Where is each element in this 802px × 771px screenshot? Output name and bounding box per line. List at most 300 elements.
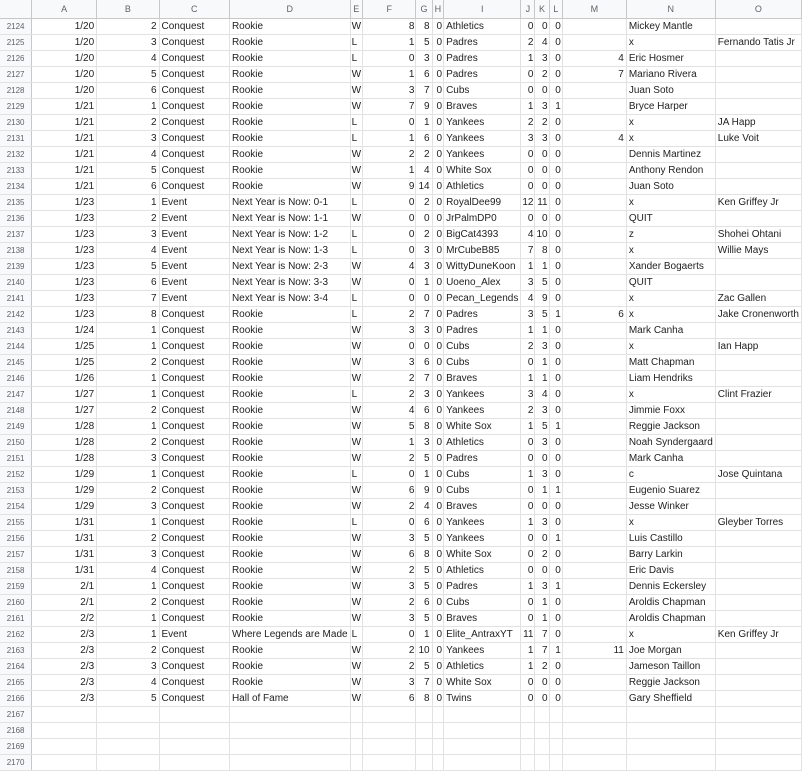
- cell-c[interactable]: Event: [159, 259, 229, 275]
- cell-m[interactable]: [562, 211, 626, 227]
- cell-m[interactable]: [562, 339, 626, 355]
- cell-o[interactable]: Ian Happ: [715, 339, 801, 355]
- cell-o[interactable]: [715, 259, 801, 275]
- cell-b[interactable]: 5: [97, 691, 159, 707]
- cell-f[interactable]: [363, 723, 416, 739]
- cell-h[interactable]: 0: [432, 259, 444, 275]
- column-header-l[interactable]: L: [549, 0, 562, 19]
- cell-o[interactable]: Jose Quintana: [715, 467, 801, 483]
- cell-g[interactable]: [416, 707, 432, 723]
- cell-f[interactable]: 0: [363, 339, 416, 355]
- cell-d[interactable]: Rookie: [229, 467, 350, 483]
- cell-n[interactable]: Dennis Martinez: [626, 147, 715, 163]
- cell-e[interactable]: W: [350, 99, 362, 115]
- cell-n[interactable]: Reggie Jackson: [626, 675, 715, 691]
- row-header[interactable]: 2143: [0, 323, 32, 339]
- cell-m[interactable]: [562, 723, 626, 739]
- cell-c[interactable]: Conquest: [159, 147, 229, 163]
- cell-d[interactable]: Rookie: [229, 355, 350, 371]
- cell-h[interactable]: 0: [432, 483, 444, 499]
- cell-j[interactable]: 0: [521, 355, 535, 371]
- cell-b[interactable]: 6: [97, 275, 159, 291]
- cell-f[interactable]: 2: [363, 563, 416, 579]
- cell-c[interactable]: [159, 723, 229, 739]
- cell-m[interactable]: [562, 403, 626, 419]
- cell-m[interactable]: [562, 707, 626, 723]
- cell-l[interactable]: 0: [549, 83, 562, 99]
- cell-a[interactable]: 1/28: [32, 419, 97, 435]
- cell-j[interactable]: [521, 755, 535, 771]
- cell-j[interactable]: 0: [521, 147, 535, 163]
- cell-b[interactable]: 2: [97, 643, 159, 659]
- cell-c[interactable]: Event: [159, 275, 229, 291]
- cell-k[interactable]: 1: [535, 611, 549, 627]
- cell-m[interactable]: [562, 147, 626, 163]
- cell-i[interactable]: Yankees: [444, 643, 521, 659]
- cell-b[interactable]: 2: [97, 531, 159, 547]
- cell-f[interactable]: 7: [363, 99, 416, 115]
- cell-a[interactable]: 1/23: [32, 259, 97, 275]
- cell-k[interactable]: [535, 707, 549, 723]
- cell-d[interactable]: Hall of Fame: [229, 691, 350, 707]
- cell-o[interactable]: Ken Griffey Jr: [715, 627, 801, 643]
- cell-c[interactable]: Conquest: [159, 323, 229, 339]
- cell-k[interactable]: 3: [535, 515, 549, 531]
- cell-m[interactable]: [562, 419, 626, 435]
- cell-m[interactable]: 4: [562, 131, 626, 147]
- cell-n[interactable]: Gary Sheffield: [626, 691, 715, 707]
- cell-i[interactable]: BigCat4393: [444, 227, 521, 243]
- cell-b[interactable]: 3: [97, 451, 159, 467]
- cell-a[interactable]: 2/1: [32, 579, 97, 595]
- cell-n[interactable]: x: [626, 307, 715, 323]
- cell-k[interactable]: 0: [535, 83, 549, 99]
- cell-e[interactable]: L: [350, 307, 362, 323]
- cell-f[interactable]: 0: [363, 275, 416, 291]
- cell-h[interactable]: 0: [432, 115, 444, 131]
- cell-j[interactable]: 2: [521, 115, 535, 131]
- cell-h[interactable]: 0: [432, 99, 444, 115]
- cell-a[interactable]: 1/21: [32, 131, 97, 147]
- cell-m[interactable]: [562, 755, 626, 771]
- column-header-b[interactable]: B: [97, 0, 159, 19]
- cell-i[interactable]: JrPalmDP0: [444, 211, 521, 227]
- cell-f[interactable]: 6: [363, 691, 416, 707]
- cell-h[interactable]: [432, 723, 444, 739]
- cell-b[interactable]: 1: [97, 515, 159, 531]
- cell-f[interactable]: 1: [363, 35, 416, 51]
- cell-i[interactable]: Braves: [444, 499, 521, 515]
- cell-i[interactable]: RoyalDee99: [444, 195, 521, 211]
- cell-i[interactable]: Yankees: [444, 147, 521, 163]
- cell-g[interactable]: 5: [416, 531, 432, 547]
- cell-l[interactable]: 0: [549, 563, 562, 579]
- row-header[interactable]: 2145: [0, 355, 32, 371]
- cell-a[interactable]: 2/3: [32, 675, 97, 691]
- cell-d[interactable]: Rookie: [229, 51, 350, 67]
- cell-b[interactable]: 6: [97, 83, 159, 99]
- cell-m[interactable]: [562, 195, 626, 211]
- cell-k[interactable]: 1: [535, 483, 549, 499]
- cell-n[interactable]: Mark Canha: [626, 323, 715, 339]
- cell-d[interactable]: Rookie: [229, 147, 350, 163]
- row-header[interactable]: 2134: [0, 179, 32, 195]
- cell-l[interactable]: 0: [549, 115, 562, 131]
- cell-k[interactable]: 0: [535, 211, 549, 227]
- cell-g[interactable]: 8: [416, 19, 432, 35]
- cell-b[interactable]: 4: [97, 563, 159, 579]
- cell-e[interactable]: L: [350, 627, 362, 643]
- cell-f[interactable]: 0: [363, 515, 416, 531]
- cell-b[interactable]: 3: [97, 131, 159, 147]
- cell-j[interactable]: 1: [521, 659, 535, 675]
- cell-b[interactable]: [97, 739, 159, 755]
- cell-o[interactable]: [715, 707, 801, 723]
- cell-i[interactable]: Athletics: [444, 659, 521, 675]
- cell-h[interactable]: 0: [432, 275, 444, 291]
- cell-f[interactable]: 3: [363, 675, 416, 691]
- cell-l[interactable]: 0: [549, 467, 562, 483]
- cell-e[interactable]: W: [350, 339, 362, 355]
- cell-h[interactable]: 0: [432, 403, 444, 419]
- cell-j[interactable]: 2: [521, 339, 535, 355]
- cell-n[interactable]: Eric Hosmer: [626, 51, 715, 67]
- cell-i[interactable]: Cubs: [444, 483, 521, 499]
- cell-m[interactable]: [562, 595, 626, 611]
- cell-b[interactable]: 1: [97, 99, 159, 115]
- cell-e[interactable]: L: [350, 35, 362, 51]
- cell-k[interactable]: 0: [535, 675, 549, 691]
- row-header[interactable]: 2129: [0, 99, 32, 115]
- cell-g[interactable]: 5: [416, 35, 432, 51]
- cell-k[interactable]: 5: [535, 419, 549, 435]
- cell-o[interactable]: Shohei Ohtani: [715, 227, 801, 243]
- cell-m[interactable]: 11: [562, 643, 626, 659]
- cell-k[interactable]: 0: [535, 691, 549, 707]
- cell-d[interactable]: Next Year is Now: 0-1: [229, 195, 350, 211]
- cell-d[interactable]: Rookie: [229, 35, 350, 51]
- cell-g[interactable]: 2: [416, 195, 432, 211]
- cell-e[interactable]: W: [350, 547, 362, 563]
- cell-l[interactable]: 0: [549, 595, 562, 611]
- cell-d[interactable]: Rookie: [229, 547, 350, 563]
- cell-h[interactable]: 0: [432, 531, 444, 547]
- cell-b[interactable]: 3: [97, 227, 159, 243]
- row-header[interactable]: 2157: [0, 547, 32, 563]
- cell-o[interactable]: [715, 435, 801, 451]
- cell-d[interactable]: Rookie: [229, 579, 350, 595]
- cell-b[interactable]: 2: [97, 403, 159, 419]
- cell-f[interactable]: 2: [363, 595, 416, 611]
- cell-h[interactable]: 0: [432, 211, 444, 227]
- cell-n[interactable]: Liam Hendriks: [626, 371, 715, 387]
- cell-j[interactable]: 12: [521, 195, 535, 211]
- row-header[interactable]: 2140: [0, 275, 32, 291]
- cell-g[interactable]: [416, 739, 432, 755]
- cell-a[interactable]: 1/23: [32, 195, 97, 211]
- cell-l[interactable]: 0: [549, 195, 562, 211]
- cell-e[interactable]: W: [350, 83, 362, 99]
- cell-n[interactable]: Mickey Mantle: [626, 19, 715, 35]
- cell-j[interactable]: 0: [521, 19, 535, 35]
- cell-l[interactable]: 0: [549, 371, 562, 387]
- cell-a[interactable]: 2/1: [32, 595, 97, 611]
- cell-g[interactable]: 7: [416, 371, 432, 387]
- cell-m[interactable]: [562, 467, 626, 483]
- cell-i[interactable]: Cubs: [444, 355, 521, 371]
- row-header[interactable]: 2142: [0, 307, 32, 323]
- cell-o[interactable]: [715, 483, 801, 499]
- cell-j[interactable]: 2: [521, 403, 535, 419]
- cell-i[interactable]: White Sox: [444, 547, 521, 563]
- row-header[interactable]: 2154: [0, 499, 32, 515]
- cell-k[interactable]: [535, 755, 549, 771]
- cell-i[interactable]: White Sox: [444, 419, 521, 435]
- cell-a[interactable]: 2/2: [32, 611, 97, 627]
- cell-j[interactable]: 7: [521, 243, 535, 259]
- cell-a[interactable]: 1/23: [32, 211, 97, 227]
- cell-o[interactable]: [715, 451, 801, 467]
- cell-e[interactable]: W: [350, 675, 362, 691]
- cell-k[interactable]: 0: [535, 19, 549, 35]
- cell-m[interactable]: [562, 499, 626, 515]
- cell-b[interactable]: 2: [97, 355, 159, 371]
- cell-c[interactable]: [159, 707, 229, 723]
- cell-m[interactable]: [562, 243, 626, 259]
- column-header-c[interactable]: C: [159, 0, 229, 19]
- cell-b[interactable]: [97, 755, 159, 771]
- cell-o[interactable]: Ken Griffey Jr: [715, 195, 801, 211]
- cell-g[interactable]: 8: [416, 419, 432, 435]
- cell-h[interactable]: 0: [432, 51, 444, 67]
- cell-b[interactable]: 1: [97, 579, 159, 595]
- row-header[interactable]: 2170: [0, 755, 32, 771]
- cell-l[interactable]: 0: [549, 211, 562, 227]
- cell-a[interactable]: 1/23: [32, 291, 97, 307]
- cell-i[interactable]: Padres: [444, 307, 521, 323]
- cell-l[interactable]: 1: [549, 99, 562, 115]
- cell-d[interactable]: Rookie: [229, 403, 350, 419]
- cell-c[interactable]: Conquest: [159, 355, 229, 371]
- cell-a[interactable]: 1/23: [32, 307, 97, 323]
- cell-m[interactable]: [562, 515, 626, 531]
- cell-i[interactable]: Yankees: [444, 115, 521, 131]
- cell-b[interactable]: 2: [97, 211, 159, 227]
- cell-g[interactable]: 4: [416, 499, 432, 515]
- cell-g[interactable]: 6: [416, 515, 432, 531]
- cell-b[interactable]: 5: [97, 67, 159, 83]
- cell-a[interactable]: 1/28: [32, 435, 97, 451]
- cell-d[interactable]: Rookie: [229, 611, 350, 627]
- cell-c[interactable]: Conquest: [159, 531, 229, 547]
- row-header[interactable]: 2132: [0, 147, 32, 163]
- cell-n[interactable]: Barry Larkin: [626, 547, 715, 563]
- cell-m[interactable]: [562, 115, 626, 131]
- row-header[interactable]: 2169: [0, 739, 32, 755]
- row-header[interactable]: 2159: [0, 579, 32, 595]
- cell-a[interactable]: 1/20: [32, 51, 97, 67]
- cell-k[interactable]: 3: [535, 579, 549, 595]
- cell-n[interactable]: x: [626, 195, 715, 211]
- cell-n[interactable]: x: [626, 35, 715, 51]
- cell-f[interactable]: [363, 739, 416, 755]
- cell-b[interactable]: 1: [97, 387, 159, 403]
- cell-c[interactable]: Event: [159, 627, 229, 643]
- cell-a[interactable]: 1/25: [32, 355, 97, 371]
- cell-a[interactable]: [32, 723, 97, 739]
- cell-i[interactable]: Padres: [444, 323, 521, 339]
- cell-m[interactable]: [562, 563, 626, 579]
- cell-n[interactable]: Aroldis Chapman: [626, 595, 715, 611]
- cell-l[interactable]: 0: [549, 515, 562, 531]
- cell-j[interactable]: 0: [521, 179, 535, 195]
- cell-i[interactable]: Padres: [444, 579, 521, 595]
- cell-j[interactable]: 3: [521, 307, 535, 323]
- cell-j[interactable]: 3: [521, 275, 535, 291]
- cell-n[interactable]: c: [626, 467, 715, 483]
- cell-e[interactable]: W: [350, 419, 362, 435]
- cell-l[interactable]: 1: [549, 643, 562, 659]
- cell-g[interactable]: 6: [416, 355, 432, 371]
- row-header[interactable]: 2133: [0, 163, 32, 179]
- cell-o[interactable]: Willie Mays: [715, 243, 801, 259]
- cell-o[interactable]: [715, 547, 801, 563]
- cell-c[interactable]: Conquest: [159, 307, 229, 323]
- cell-l[interactable]: 0: [549, 51, 562, 67]
- cell-j[interactable]: 0: [521, 435, 535, 451]
- cell-h[interactable]: [432, 755, 444, 771]
- cell-d[interactable]: Rookie: [229, 483, 350, 499]
- cell-i[interactable]: Cubs: [444, 467, 521, 483]
- cell-c[interactable]: Conquest: [159, 611, 229, 627]
- cell-k[interactable]: 0: [535, 163, 549, 179]
- cell-f[interactable]: 0: [363, 195, 416, 211]
- cell-d[interactable]: Rookie: [229, 323, 350, 339]
- cell-l[interactable]: 0: [549, 131, 562, 147]
- cell-f[interactable]: 2: [363, 499, 416, 515]
- cell-d[interactable]: Rookie: [229, 595, 350, 611]
- cell-g[interactable]: 1: [416, 467, 432, 483]
- cell-a[interactable]: 1/21: [32, 163, 97, 179]
- cell-b[interactable]: 1: [97, 467, 159, 483]
- row-header[interactable]: 2158: [0, 563, 32, 579]
- cell-e[interactable]: W: [350, 579, 362, 595]
- cell-k[interactable]: 3: [535, 403, 549, 419]
- cell-g[interactable]: 2: [416, 147, 432, 163]
- cell-b[interactable]: 4: [97, 147, 159, 163]
- cell-m[interactable]: [562, 355, 626, 371]
- cell-b[interactable]: 7: [97, 291, 159, 307]
- cell-i[interactable]: Braves: [444, 611, 521, 627]
- cell-m[interactable]: [562, 659, 626, 675]
- cell-d[interactable]: Rookie: [229, 179, 350, 195]
- cell-g[interactable]: 6: [416, 67, 432, 83]
- cell-a[interactable]: 1/27: [32, 387, 97, 403]
- cell-i[interactable]: Yankees: [444, 403, 521, 419]
- cell-l[interactable]: 0: [549, 163, 562, 179]
- column-header-d[interactable]: D: [229, 0, 350, 19]
- row-header[interactable]: 2128: [0, 83, 32, 99]
- column-header-n[interactable]: N: [626, 0, 715, 19]
- cell-l[interactable]: 0: [549, 275, 562, 291]
- cell-j[interactable]: 3: [521, 131, 535, 147]
- cell-m[interactable]: [562, 579, 626, 595]
- cell-m[interactable]: [562, 627, 626, 643]
- cell-f[interactable]: 1: [363, 435, 416, 451]
- cell-l[interactable]: 0: [549, 403, 562, 419]
- cell-e[interactable]: W: [350, 691, 362, 707]
- cell-k[interactable]: 8: [535, 243, 549, 259]
- cell-b[interactable]: 4: [97, 675, 159, 691]
- cell-l[interactable]: 0: [549, 387, 562, 403]
- cell-h[interactable]: 0: [432, 355, 444, 371]
- cell-l[interactable]: [549, 723, 562, 739]
- column-header-k[interactable]: K: [535, 0, 549, 19]
- cell-d[interactable]: Rookie: [229, 531, 350, 547]
- cell-g[interactable]: 5: [416, 451, 432, 467]
- cell-k[interactable]: 7: [535, 643, 549, 659]
- cell-g[interactable]: 1: [416, 627, 432, 643]
- cell-i[interactable]: White Sox: [444, 675, 521, 691]
- cell-o[interactable]: [715, 755, 801, 771]
- cell-h[interactable]: 0: [432, 547, 444, 563]
- cell-m[interactable]: [562, 19, 626, 35]
- cell-i[interactable]: Athletics: [444, 435, 521, 451]
- cell-n[interactable]: Anthony Rendon: [626, 163, 715, 179]
- cell-i[interactable]: WittyDuneKoon: [444, 259, 521, 275]
- cell-a[interactable]: 1/21: [32, 99, 97, 115]
- cell-b[interactable]: 3: [97, 547, 159, 563]
- cell-o[interactable]: [715, 83, 801, 99]
- cell-j[interactable]: [521, 707, 535, 723]
- cell-b[interactable]: 4: [97, 243, 159, 259]
- cell-n[interactable]: Luis Castillo: [626, 531, 715, 547]
- cell-c[interactable]: Conquest: [159, 579, 229, 595]
- cell-f[interactable]: 3: [363, 323, 416, 339]
- cell-g[interactable]: 0: [416, 339, 432, 355]
- cell-n[interactable]: Jesse Winker: [626, 499, 715, 515]
- row-header[interactable]: 2124: [0, 19, 32, 35]
- cell-j[interactable]: 0: [521, 611, 535, 627]
- cell-g[interactable]: 14: [416, 179, 432, 195]
- cell-l[interactable]: 0: [549, 435, 562, 451]
- cell-j[interactable]: 1: [521, 419, 535, 435]
- cell-a[interactable]: [32, 755, 97, 771]
- cell-l[interactable]: 1: [549, 419, 562, 435]
- cell-k[interactable]: 0: [535, 499, 549, 515]
- cell-f[interactable]: 4: [363, 259, 416, 275]
- cell-o[interactable]: [715, 275, 801, 291]
- cell-i[interactable]: [444, 739, 521, 755]
- cell-i[interactable]: Padres: [444, 67, 521, 83]
- cell-c[interactable]: Conquest: [159, 99, 229, 115]
- cell-a[interactable]: 1/27: [32, 403, 97, 419]
- cell-m[interactable]: [562, 163, 626, 179]
- cell-h[interactable]: 0: [432, 163, 444, 179]
- cell-c[interactable]: Event: [159, 243, 229, 259]
- cell-a[interactable]: 1/23: [32, 227, 97, 243]
- cell-n[interactable]: Joe Morgan: [626, 643, 715, 659]
- cell-m[interactable]: [562, 179, 626, 195]
- cell-n[interactable]: Jimmie Foxx: [626, 403, 715, 419]
- cell-j[interactable]: 0: [521, 83, 535, 99]
- cell-c[interactable]: Conquest: [159, 35, 229, 51]
- cell-o[interactable]: [715, 499, 801, 515]
- cell-m[interactable]: 4: [562, 51, 626, 67]
- cell-k[interactable]: 7: [535, 627, 549, 643]
- cell-k[interactable]: 3: [535, 339, 549, 355]
- cell-o[interactable]: Luke Voit: [715, 131, 801, 147]
